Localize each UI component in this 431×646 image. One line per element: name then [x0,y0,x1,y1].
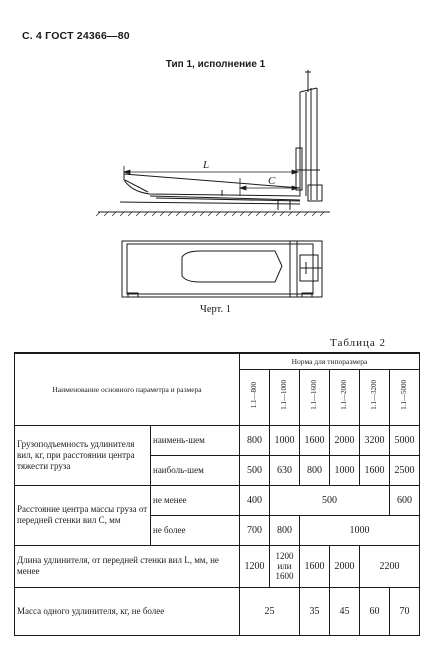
size-header: 1.1—1600 [300,369,330,425]
table-cell: 35 [300,587,330,635]
norm-header: Норма для типоразмера [240,353,420,369]
table-cell: 1000 [330,455,360,485]
table-cell: 500 [270,485,390,515]
table-cell: 2500 [390,455,420,485]
capacity-max-label: наиболь-шем [151,455,240,485]
figure-caption: Черт. 1 [200,304,231,315]
table-cell: 1200 или 1600 [270,545,300,587]
table-cell: 1600 [300,425,330,455]
size-header: 1.1—5000 [390,369,420,425]
table-cell: 630 [270,455,300,485]
table-cell: 60 [360,587,390,635]
table-cell: 800 [270,515,300,545]
table-cell: 600 [390,485,420,515]
table-cell: 700 [240,515,270,545]
table-cell: 2200 [360,545,420,587]
table-cell: 800 [300,455,330,485]
parameters-table [14,352,420,636]
dimension-L-label: L [203,159,210,171]
technical-drawing [0,0,431,320]
distance-max-label: не более [151,515,240,545]
dimension-C-label: C [268,175,276,187]
mast-drawing [296,70,322,201]
size-header: 1.1—3200 [360,369,390,425]
table-cell: 1200 [240,545,270,587]
table-label: Таблица 2 [330,337,387,349]
distance-label: Расстояние центра массы груза от передней стенки вил С, мм [15,485,151,545]
table-cell: 1000 [300,515,420,545]
capacity-label: Грузоподъемность удлинителя вил, кг, при расстоянии центра тяжести груза [15,425,151,485]
size-header: 1.1—2000 [330,369,360,425]
table-cell: 3200 [360,425,390,455]
page-header: С. 4 ГОСТ 24366—80 [22,30,130,42]
mass-label: Масса одного удлинителя, кг, не более [15,587,240,635]
table-cell: 1600 [360,455,390,485]
size-header: 1.1—1000 [270,369,300,425]
figure-title: Тип 1, исполнение 1 [165,59,266,70]
table-cell: 2000 [330,545,360,587]
capacity-min-label: наимень-шем [151,425,240,455]
table-cell: 1600 [300,545,330,587]
fork-extension-plan [122,241,322,297]
size-header: 1.1—800 [240,369,270,425]
table-cell: 70 [390,587,420,635]
table-cell: 5000 [390,425,420,455]
table-cell: 800 [240,425,270,455]
param-header: Наименование основного параметра и размера [15,353,240,425]
table-cell: 25 [240,587,300,635]
table-cell: 2000 [330,425,360,455]
distance-min-label: не менее [151,485,240,515]
table-cell: 1000 [270,425,300,455]
length-label: Длина удлинителя, от передней стенки вил L, мм, не менее [15,545,240,587]
table-cell: 400 [240,485,270,515]
table-cell: 45 [330,587,360,635]
table-cell: 500 [240,455,270,485]
